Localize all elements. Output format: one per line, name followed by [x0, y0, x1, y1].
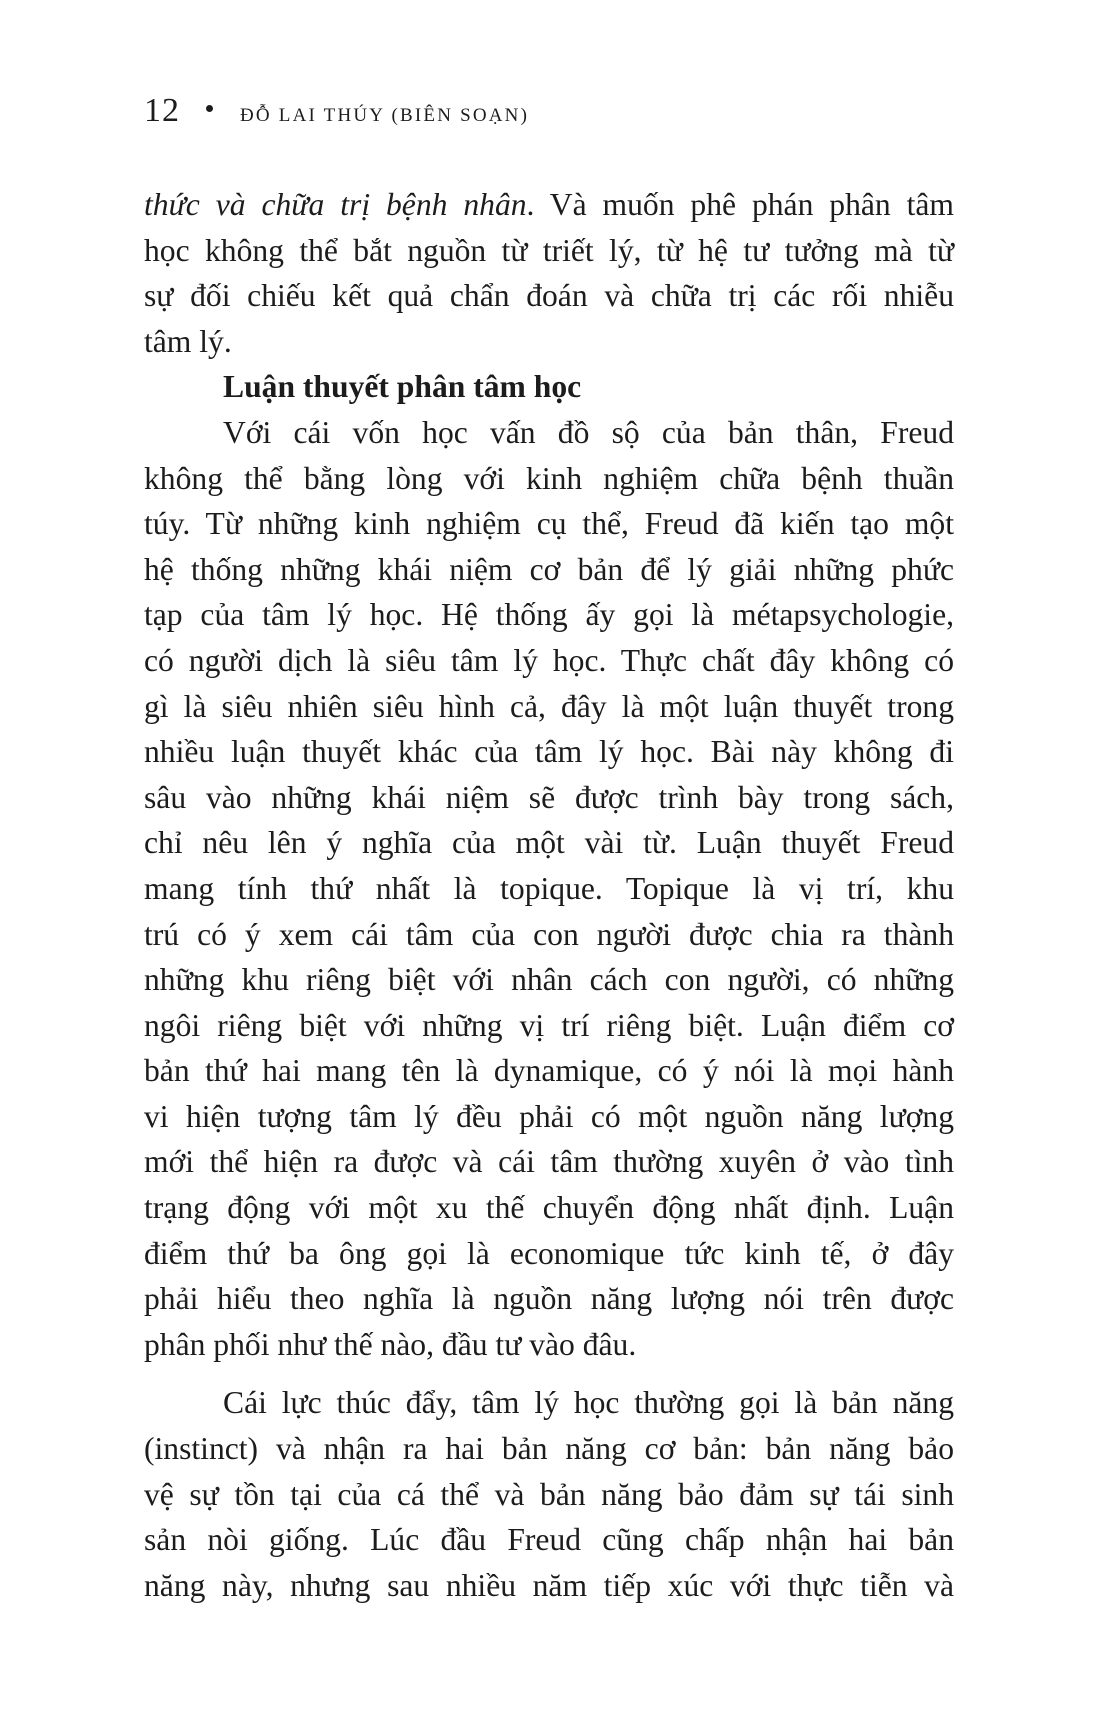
text-line: Cái lực thúc đẩy, tâm lý học thường gọi là bản năng [223, 1385, 954, 1421]
text-line: mang tính thứ nhất là topique. Topique là vị trí, khu [144, 870, 954, 906]
text-line: những khu riêng biệt với nhân cách con người, có những [144, 962, 954, 998]
text-line: vệ sự tồn tại của cá thể và bản năng bảo đảm sự tái sinh [144, 1476, 954, 1512]
text-line: phân phối như thế nào, đầu tư vào đâu. [144, 1326, 637, 1362]
text-line: sự đối chiếu kết quả chẩn đoán và chữa trị các rối nhiễu [144, 278, 954, 314]
text-line: gì là siêu nhiên siêu hình cả, đây là một luận thuyết trong [144, 688, 954, 724]
text-line: Với cái vốn học vấn đồ sộ của bản thân, Freud [223, 414, 954, 450]
paragraph-1 [144, 182, 954, 364]
text-line: trạng động với một xu thế chuyển động nhất định. Luận [144, 1190, 954, 1226]
text-line: điểm thứ ba ông gọi là economique tức kinh tế, ở đây [144, 1235, 954, 1271]
text-line: mới thể hiện ra được và cái tâm thường xuyên ở vào tình [144, 1144, 954, 1180]
text-line: chỉ nêu lên ý nghĩa của một vài từ. Luận thuyết Freud [144, 825, 954, 861]
text-line: (instinct) và nhận ra hai bản năng cơ bản: bản năng bảo [144, 1431, 954, 1467]
running-header [144, 92, 529, 130]
paragraph-spacing [144, 1367, 954, 1380]
page-number: 12 [144, 92, 180, 129]
text-line [144, 182, 954, 228]
italic-phrase: thức và chữa trị bệnh nhân [144, 187, 527, 222]
text-line: nhiều luận thuyết khác của tâm lý học. Bài này không đi [144, 734, 954, 770]
text-line: không thể bằng lòng với kinh nghiệm chữa bệnh thuần [144, 460, 954, 496]
text-line: tạp của tâm lý học. Hệ thống ấy gọi là métapsychologie, [144, 597, 954, 633]
text-line: trú có ý xem cái tâm của con người được chia ra thành [144, 916, 954, 952]
text-line: hệ thống những khái niệm cơ bản để lý giải những phức [144, 551, 954, 587]
text-line: bản thứ hai mang tên là dynamique, có ý nói là mọi hành [144, 1053, 954, 1089]
text-line: năng này, nhưng sau nhiều năm tiếp xúc với thực tiễn và [144, 1567, 954, 1603]
text-line: học không thể bắt nguồn từ triết lý, từ hệ tư tưởng mà từ [144, 232, 954, 268]
text-line: sâu vào những khái niệm sẽ được trình bày trong sách, [144, 779, 954, 815]
text-line: túy. Từ những kinh nghiệm cụ thể, Freud đã kiến tạo một [144, 506, 954, 542]
text-line: có người dịch là siêu tâm lý học. Thực chất đây không có [144, 642, 954, 678]
text-line: ngôi riêng biệt với những vị trí riêng biệt. Luận điểm cơ [144, 1007, 954, 1043]
body-text [144, 182, 954, 1608]
text-line: vi hiện tượng tâm lý đều phải có một nguồn năng lượng [144, 1098, 954, 1134]
bullet-separator [206, 105, 213, 112]
text-line: sản nòi giống. Lúc đầu Freud cũng chấp nhận hai bản [144, 1522, 954, 1558]
paragraph-3 [144, 1380, 954, 1608]
text-line: phải hiểu theo nghĩa là nguồn năng lượng nói trên được [144, 1281, 954, 1317]
paragraph-2 [144, 410, 954, 1367]
running-title: ĐỖ LAI THÚY (BIÊN SOẠN) [240, 105, 530, 126]
text-fragment: . Và muốn phê phán phân tâm [526, 187, 954, 222]
section-heading: Luận thuyết phân tâm học [223, 369, 582, 405]
text-line: tâm lý. [144, 323, 232, 359]
